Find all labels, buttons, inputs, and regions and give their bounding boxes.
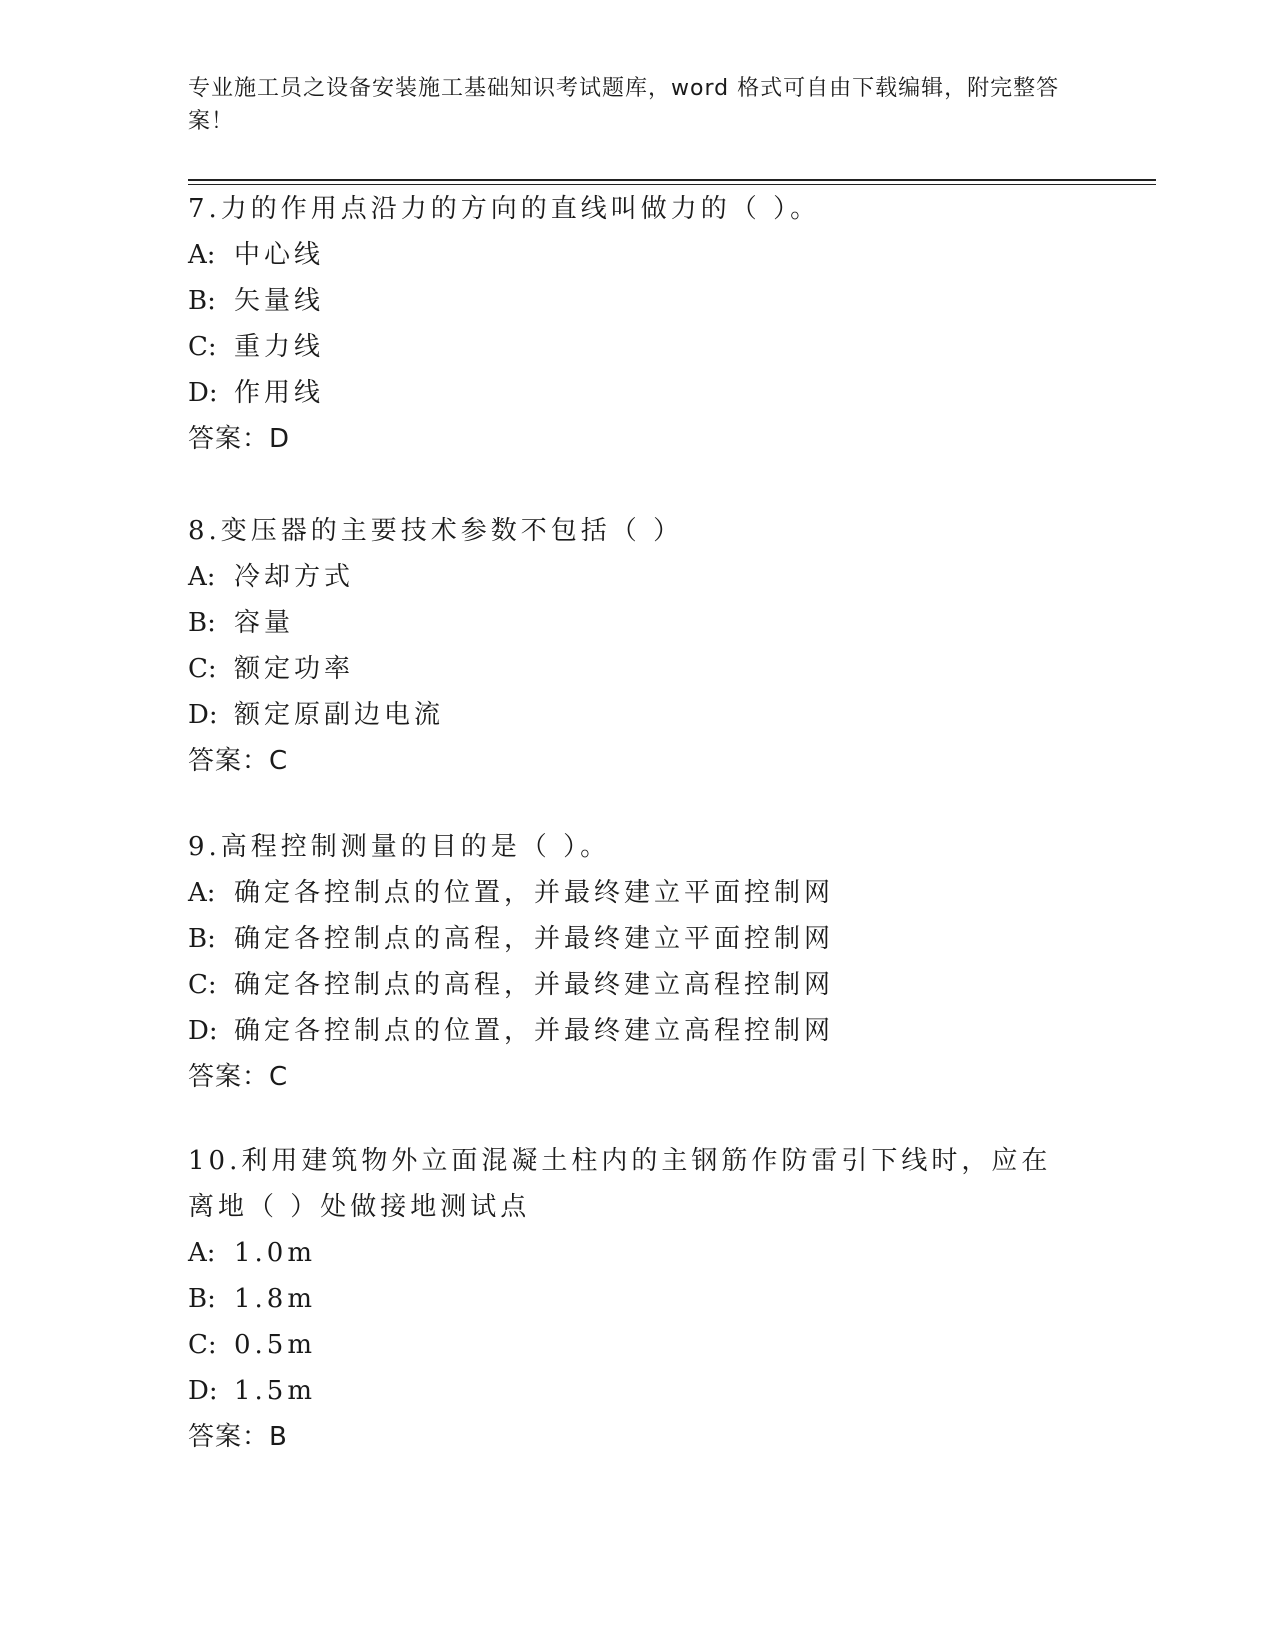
option-c [188, 646, 1088, 692]
answer-line: 答案：B [188, 1422, 288, 1452]
option-letter: D: [188, 1016, 218, 1046]
answer-line: 答案：C [188, 1062, 289, 1092]
option-letter: A: [188, 562, 216, 592]
option-c [188, 324, 1088, 370]
question-stem: 7.力的作用点沿力的方向的直线叫做力的（ ）。 [188, 194, 821, 224]
option-b [188, 916, 1088, 962]
option-text: 1.0m [234, 1238, 317, 1268]
question-7 [188, 186, 1088, 462]
option-text: 1.8m [234, 1284, 317, 1314]
option-b [188, 278, 1088, 324]
question-stem: 8.变压器的主要技术参数不包括（ ） [188, 516, 684, 546]
option-letter: D: [188, 1376, 218, 1406]
option-d [188, 1008, 1088, 1054]
option-letter: B: [188, 286, 216, 316]
option-text: 额定原副边电流 [234, 700, 445, 730]
option-text: 矢量线 [234, 286, 325, 316]
option-letter: B: [188, 608, 216, 638]
option-d [188, 370, 1088, 416]
option-text: 冷却方式 [234, 562, 355, 592]
option-text: 中心线 [234, 240, 325, 270]
question-10 [188, 1138, 1068, 1460]
option-text: 确定各控制点的高程，并最终建立高程控制网 [234, 970, 835, 1000]
option-text: 1.5m [234, 1376, 317, 1406]
question-stem: 10.利用建筑物外立面混凝土柱内的主钢筋作防雷引下线时，应在离地（ ）处做接地测试点 [188, 1146, 1052, 1222]
answer-line: 答案：C [188, 746, 289, 776]
option-text: 重力线 [234, 332, 325, 362]
answer-line: 答案：D [188, 424, 291, 454]
header-divider-thick [188, 179, 1156, 181]
option-text: 0.5m [234, 1330, 317, 1360]
question-9 [188, 824, 1088, 1100]
option-letter: C: [188, 332, 217, 362]
option-text: 作用线 [234, 378, 325, 408]
option-text: 额定功率 [234, 654, 355, 684]
option-b [188, 600, 1088, 646]
option-d [188, 1368, 1068, 1414]
option-letter: A: [188, 878, 216, 908]
option-d [188, 692, 1088, 738]
question-stem: 9.高程控制测量的目的是（ ）。 [188, 832, 611, 862]
option-letter: C: [188, 1330, 217, 1360]
option-a [188, 232, 1088, 278]
option-letter: B: [188, 924, 216, 954]
option-letter: D: [188, 700, 218, 730]
option-text: 确定各控制点的位置，并最终建立高程控制网 [234, 1016, 835, 1046]
option-letter: C: [188, 970, 217, 1000]
option-letter: A: [188, 1238, 216, 1268]
option-text: 容量 [234, 608, 295, 638]
option-text: 确定各控制点的高程，并最终建立平面控制网 [234, 924, 835, 954]
option-a [188, 554, 1088, 600]
option-a [188, 870, 1088, 916]
option-a [188, 1230, 1068, 1276]
option-letter: A: [188, 240, 216, 270]
option-letter: C: [188, 654, 217, 684]
option-text: 确定各控制点的位置，并最终建立平面控制网 [234, 878, 835, 908]
document-header: 专业施工员之设备安装施工基础知识考试题库，word 格式可自由下载编辑，附完整答案！ [188, 76, 1060, 134]
option-letter: B: [188, 1284, 216, 1314]
option-letter: D: [188, 378, 218, 408]
option-b [188, 1276, 1068, 1322]
option-c [188, 962, 1088, 1008]
option-c [188, 1322, 1068, 1368]
header-divider-thin [188, 184, 1156, 185]
question-8 [188, 508, 1088, 784]
